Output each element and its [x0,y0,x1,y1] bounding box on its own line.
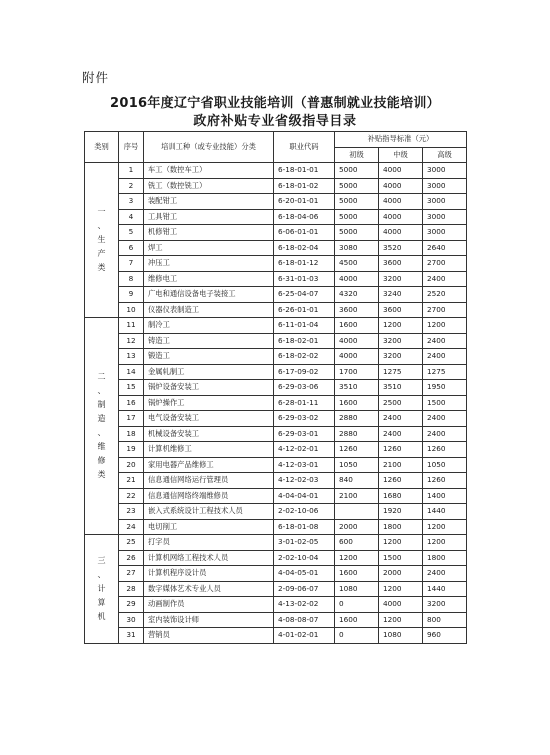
row-number: 25 [119,535,144,551]
occupation-code: 6-06-01-01 [274,225,335,241]
occupation-code: 6-29-03-01 [274,426,335,442]
occupation-code: 6-29-03-02 [274,411,335,427]
senior-subsidy: 2700 [423,256,467,272]
table-row [85,519,467,535]
senior-subsidy: 2400 [423,411,467,427]
junior-subsidy: 2880 [335,411,379,427]
row-number: 3 [119,194,144,210]
trade-name: 锅炉设备安装工 [144,380,274,396]
senior-subsidy: 1200 [423,535,467,551]
row-number: 27 [119,566,144,582]
trade-name: 计算机网络工程技术人员 [144,550,274,566]
table-row [85,550,467,566]
row-number: 6 [119,240,144,256]
header-middle: 中级 [379,147,423,163]
occupation-code: 6-26-01-01 [274,302,335,318]
table-row [85,240,467,256]
occupation-code: 4-01-02-01 [274,628,335,644]
table-row [85,581,467,597]
row-number: 7 [119,256,144,272]
table-row [85,194,467,210]
junior-subsidy: 0 [335,597,379,613]
trade-name: 电切削工 [144,519,274,535]
table-row [85,333,467,349]
category-char: 造 [97,414,106,423]
junior-subsidy: 5000 [335,163,379,179]
senior-subsidy: 3000 [423,178,467,194]
occupation-code: 6-29-03-06 [274,380,335,396]
senior-subsidy: 2400 [423,333,467,349]
category-char: 、 [97,569,106,579]
category-char: 维 [97,442,106,451]
trade-name: 数字媒体艺术专业人员 [144,581,274,597]
middle-subsidy: 1200 [379,535,423,551]
table-row [85,209,467,225]
row-number: 1 [119,163,144,179]
category-char: 一 [97,207,106,216]
middle-subsidy: 3200 [379,333,423,349]
category-char: 、 [97,428,106,437]
table-body [85,163,467,644]
occupation-code: 2-02-10-04 [274,550,335,566]
category-char: 类 [97,470,106,479]
senior-subsidy: 1260 [423,473,467,489]
trade-name: 电气设备安装工 [144,411,274,427]
junior-subsidy: 1080 [335,581,379,597]
category-char: 产 [97,249,106,258]
junior-subsidy: 3080 [335,240,379,256]
table-row [85,256,467,272]
trade-name: 车工（数控车工） [144,163,274,179]
trade-name: 广电和通信设备电子装接工 [144,287,274,303]
table-row [85,178,467,194]
table-row [85,349,467,365]
header-senior: 高级 [423,147,467,163]
senior-subsidy: 2400 [423,349,467,365]
junior-subsidy: 4500 [335,256,379,272]
row-number: 19 [119,442,144,458]
table-row [85,612,467,628]
table-row [85,271,467,287]
occupation-code: 6-25-04-07 [274,287,335,303]
header-subsidy-standard: 补贴指导标准（元） [335,132,467,148]
junior-subsidy: 1600 [335,612,379,628]
trade-name: 计算机程序设计员 [144,566,274,582]
trade-name: 嵌入式系统设计工程技术人员 [144,504,274,520]
trade-name: 维修电工 [144,271,274,287]
occupation-code: 6-18-04-06 [274,209,335,225]
junior-subsidy: 5000 [335,178,379,194]
junior-subsidy: 3600 [335,302,379,318]
senior-subsidy: 1050 [423,457,467,473]
table-row [85,364,467,380]
trade-name: 铸造工 [144,333,274,349]
middle-subsidy: 1200 [379,581,423,597]
junior-subsidy: 1600 [335,395,379,411]
junior-subsidy: 840 [335,473,379,489]
row-number: 22 [119,488,144,504]
middle-subsidy: 3600 [379,256,423,272]
document-title: 2016年度辽宁省职业技能培训（普惠制就业技能培训） [110,96,440,111]
table-row [85,566,467,582]
row-number: 4 [119,209,144,225]
category-char: 算 [97,597,106,607]
senior-subsidy: 1800 [423,550,467,566]
row-number: 12 [119,333,144,349]
junior-subsidy: 4320 [335,287,379,303]
category-char: 、 [97,386,106,395]
table-row [85,225,467,241]
middle-subsidy: 1680 [379,488,423,504]
trade-name: 制冷工 [144,318,274,334]
occupation-code: 6-17-09-02 [274,364,335,380]
table-header [85,132,467,163]
senior-subsidy: 1275 [423,364,467,380]
category-char: 机 [97,611,106,621]
middle-subsidy: 2000 [379,566,423,582]
senior-subsidy: 3000 [423,163,467,179]
document-subtitle: 政府补贴专业省级指导目录 [193,114,357,129]
row-number: 16 [119,395,144,411]
junior-subsidy: 1600 [335,566,379,582]
row-number: 17 [119,411,144,427]
trade-name: 家用电器产品维修工 [144,457,274,473]
senior-subsidy: 2400 [423,426,467,442]
junior-subsidy: 0 [335,628,379,644]
senior-subsidy: 3000 [423,194,467,210]
middle-subsidy: 1080 [379,628,423,644]
category-cell [85,535,119,644]
occupation-code: 2-02-10-06 [274,504,335,520]
table-row [85,380,467,396]
middle-subsidy: 1200 [379,318,423,334]
trade-name: 机械设备安装工 [144,426,274,442]
junior-subsidy: 3510 [335,380,379,396]
attachment-label: 附件 [82,70,110,85]
occupation-code: 6-28-01-11 [274,395,335,411]
row-number: 21 [119,473,144,489]
occupation-code: 4-13-02-02 [274,597,335,613]
category-char: 类 [97,263,106,272]
row-number: 10 [119,302,144,318]
middle-subsidy: 3600 [379,302,423,318]
row-number: 18 [119,426,144,442]
junior-subsidy: 1200 [335,550,379,566]
table-row [85,287,467,303]
middle-subsidy: 4000 [379,209,423,225]
trade-name: 装配钳工 [144,194,274,210]
row-number: 26 [119,550,144,566]
trade-name: 冲压工 [144,256,274,272]
row-number: 15 [119,380,144,396]
trade-name: 工具钳工 [144,209,274,225]
junior-subsidy: 1700 [335,364,379,380]
category-char: 三 [97,555,106,565]
junior-subsidy [335,504,379,520]
category-char: 制 [97,400,106,409]
category-char: 二 [97,372,106,381]
table-row [85,628,467,644]
senior-subsidy: 3000 [423,209,467,225]
occupation-code: 6-31-01-03 [274,271,335,287]
trade-name: 仪器仪表制造工 [144,302,274,318]
junior-subsidy: 1600 [335,318,379,334]
trade-name: 铣工（数控铣工） [144,178,274,194]
row-number: 29 [119,597,144,613]
occupation-code: 4-12-03-01 [274,457,335,473]
middle-subsidy: 4000 [379,163,423,179]
senior-subsidy: 2400 [423,271,467,287]
senior-subsidy: 960 [423,628,467,644]
middle-subsidy: 2500 [379,395,423,411]
middle-subsidy: 1260 [379,442,423,458]
senior-subsidy: 1200 [423,519,467,535]
senior-subsidy: 1950 [423,380,467,396]
occupation-code: 4-12-02-01 [274,442,335,458]
header-number: 序号 [119,132,144,163]
junior-subsidy: 2100 [335,488,379,504]
category-char: 、 [97,221,106,230]
occupation-code: 2-09-06-07 [274,581,335,597]
middle-subsidy: 3520 [379,240,423,256]
trade-name: 锻造工 [144,349,274,365]
middle-subsidy: 3200 [379,349,423,365]
junior-subsidy: 2000 [335,519,379,535]
table-row [85,473,467,489]
occupation-code: 6-18-02-04 [274,240,335,256]
table-row [85,535,467,551]
table-row [85,302,467,318]
senior-subsidy: 1500 [423,395,467,411]
table-row [85,318,467,334]
middle-subsidy: 4000 [379,597,423,613]
junior-subsidy: 5000 [335,209,379,225]
middle-subsidy: 1200 [379,612,423,628]
trade-name: 金属轧制工 [144,364,274,380]
table-row [85,163,467,179]
senior-subsidy: 1440 [423,504,467,520]
row-number: 30 [119,612,144,628]
middle-subsidy: 2100 [379,457,423,473]
senior-subsidy: 3200 [423,597,467,613]
table-row [85,426,467,442]
category-cell [85,318,119,535]
junior-subsidy: 5000 [335,194,379,210]
middle-subsidy: 2400 [379,426,423,442]
senior-subsidy: 2400 [423,566,467,582]
occupation-code: 6-18-01-02 [274,178,335,194]
trade-name: 打字员 [144,535,274,551]
occupation-code: 6-11-01-04 [274,318,335,334]
trade-name: 信息通信网络运行管理员 [144,473,274,489]
trade-name: 动画制作员 [144,597,274,613]
trade-name: 焊工 [144,240,274,256]
category-char: 计 [97,583,106,593]
senior-subsidy: 2700 [423,302,467,318]
middle-subsidy: 4000 [379,194,423,210]
middle-subsidy: 3510 [379,380,423,396]
table-row [85,488,467,504]
table-row [85,411,467,427]
occupation-code: 4-12-02-03 [274,473,335,489]
occupation-code: 6-18-02-02 [274,349,335,365]
occupation-code: 6-20-01-01 [274,194,335,210]
table-row [85,457,467,473]
header-code: 职业代码 [274,132,335,163]
row-number: 28 [119,581,144,597]
subsidy-table [84,131,467,644]
senior-subsidy: 3000 [423,225,467,241]
table-row [85,504,467,520]
row-number: 23 [119,504,144,520]
senior-subsidy: 1200 [423,318,467,334]
middle-subsidy: 1920 [379,504,423,520]
trade-name: 锅炉操作工 [144,395,274,411]
senior-subsidy: 1260 [423,442,467,458]
trade-name: 室内装饰设计师 [144,612,274,628]
row-number: 5 [119,225,144,241]
row-number: 14 [119,364,144,380]
middle-subsidy: 4000 [379,178,423,194]
occupation-code: 6-18-01-08 [274,519,335,535]
category-char: 修 [97,456,106,465]
header-category: 类别 [85,132,119,163]
occupation-code: 4-04-05-01 [274,566,335,582]
junior-subsidy: 5000 [335,225,379,241]
occupation-code: 6-18-01-01 [274,163,335,179]
row-number: 2 [119,178,144,194]
junior-subsidy: 1050 [335,457,379,473]
junior-subsidy: 2880 [335,426,379,442]
middle-subsidy: 3240 [379,287,423,303]
category-char: 生 [97,235,106,244]
senior-subsidy: 2640 [423,240,467,256]
row-number: 11 [119,318,144,334]
middle-subsidy: 1800 [379,519,423,535]
table-row [85,597,467,613]
row-number: 24 [119,519,144,535]
junior-subsidy: 4000 [335,333,379,349]
junior-subsidy: 4000 [335,271,379,287]
middle-subsidy: 1260 [379,473,423,489]
row-number: 31 [119,628,144,644]
trade-name: 机修钳工 [144,225,274,241]
trade-name: 信息通信网络终端维修员 [144,488,274,504]
trade-name: 营销员 [144,628,274,644]
middle-subsidy: 4000 [379,225,423,241]
junior-subsidy: 4000 [335,349,379,365]
middle-subsidy: 1275 [379,364,423,380]
occupation-code: 6-18-02-01 [274,333,335,349]
occupation-code: 4-08-08-07 [274,612,335,628]
senior-subsidy: 1400 [423,488,467,504]
header-junior: 初级 [335,147,379,163]
junior-subsidy: 600 [335,535,379,551]
senior-subsidy: 2520 [423,287,467,303]
header-trade: 培训工种（或专业技能）分类 [144,132,274,163]
trade-name: 计算机维修工 [144,442,274,458]
senior-subsidy: 800 [423,612,467,628]
row-number: 13 [119,349,144,365]
occupation-code: 4-04-04-01 [274,488,335,504]
junior-subsidy: 1260 [335,442,379,458]
table-row [85,395,467,411]
table-row [85,442,467,458]
senior-subsidy: 1440 [423,581,467,597]
middle-subsidy: 1500 [379,550,423,566]
category-cell [85,163,119,318]
row-number: 8 [119,271,144,287]
row-number: 9 [119,287,144,303]
occupation-code: 6-18-01-12 [274,256,335,272]
middle-subsidy: 2400 [379,411,423,427]
occupation-code: 3-01-02-05 [274,535,335,551]
middle-subsidy: 3200 [379,271,423,287]
row-number: 20 [119,457,144,473]
